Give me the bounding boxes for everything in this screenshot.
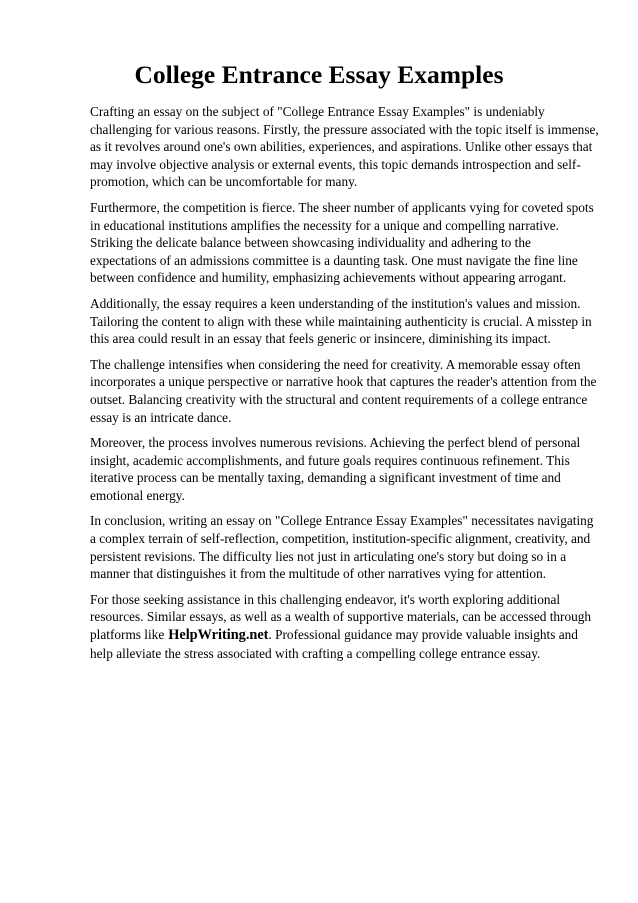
resources-text-before-link: For those seeking assistance in this challenging endeavor, it's worth exploring additional resources. Similar essays, as well as a wealth of supportive materials, can be accessed through platforms like bbox=[90, 591, 592, 643]
paragraph-conclusion: In conclusion, writing an essay on "College Entrance Essay Examples" necessitates navigating a complex terrain of self-reflection, competition, institution-specific alignment, creativity, and persistent revisions. The difficulty lies not just in articulating one's story but doing so in a manner that distinguishes it from the multitude of other narratives vying for attention. bbox=[90, 513, 594, 582]
document-body bbox=[90, 103, 600, 670]
helpwriting-link[interactable]: HelpWriting.net bbox=[168, 627, 269, 644]
paragraph-intro: Crafting an essay on the subject of "College Entrance Essay Examples" is undeniably challenging for various reasons. Firstly, the pressure associated with the topic itself is immense, as it revolves around one's own abilities, experiences, and aspirations. Unlike other essays that may involve objective analysis or external events, this topic demands introspection and self-promotion, which can be uncomfortable for many. bbox=[90, 104, 599, 190]
paragraph-revisions: Moreover, the process involves numerous revisions. Achieving the perfect blend of personal insight, academic accomplishments, and future goals requires continuous refinement. This iterative process can be mentally taxing, demanding a significant investment of time and emotional energy. bbox=[90, 435, 581, 503]
document-title: College Entrance Essay Examples bbox=[134, 60, 504, 89]
paragraph-competition: Furthermore, the competition is fierce. The sheer number of applicants vying for coveted spots in educational institutions amplifies the necessity for a unique and compelling narrative. Striking the delicate balance between showcasing individuality and adhering to the expectations of an admissions committee is a daunting task. One must navigate the fine line between confidence and humility, emphasizing achievements without appearing arrogant. bbox=[90, 199, 594, 286]
resources-text-after-link: . Professional guidance may provide valuable insights and help alleviate the stress associated with crafting a compelling college entrance essay. bbox=[90, 627, 578, 661]
paragraph-creativity: The challenge intensifies when considering the need for creativity. A memorable essay often incorporates a unique perspective or narrative hook that captures the reader's attention from the outset. Balancing creativity with the structural and content requirements of a college entrance essay is an intricate dance. bbox=[90, 356, 597, 425]
paragraph-institution-values: Additionally, the essay requires a keen understanding of the institution's values and mission. Tailoring the content to align with these while maintaining authenticity is crucial. A misstep in this area could result in an essay that feels generic or insincere, diminishing its impact. bbox=[90, 295, 592, 347]
paragraph-resources bbox=[90, 591, 600, 662]
